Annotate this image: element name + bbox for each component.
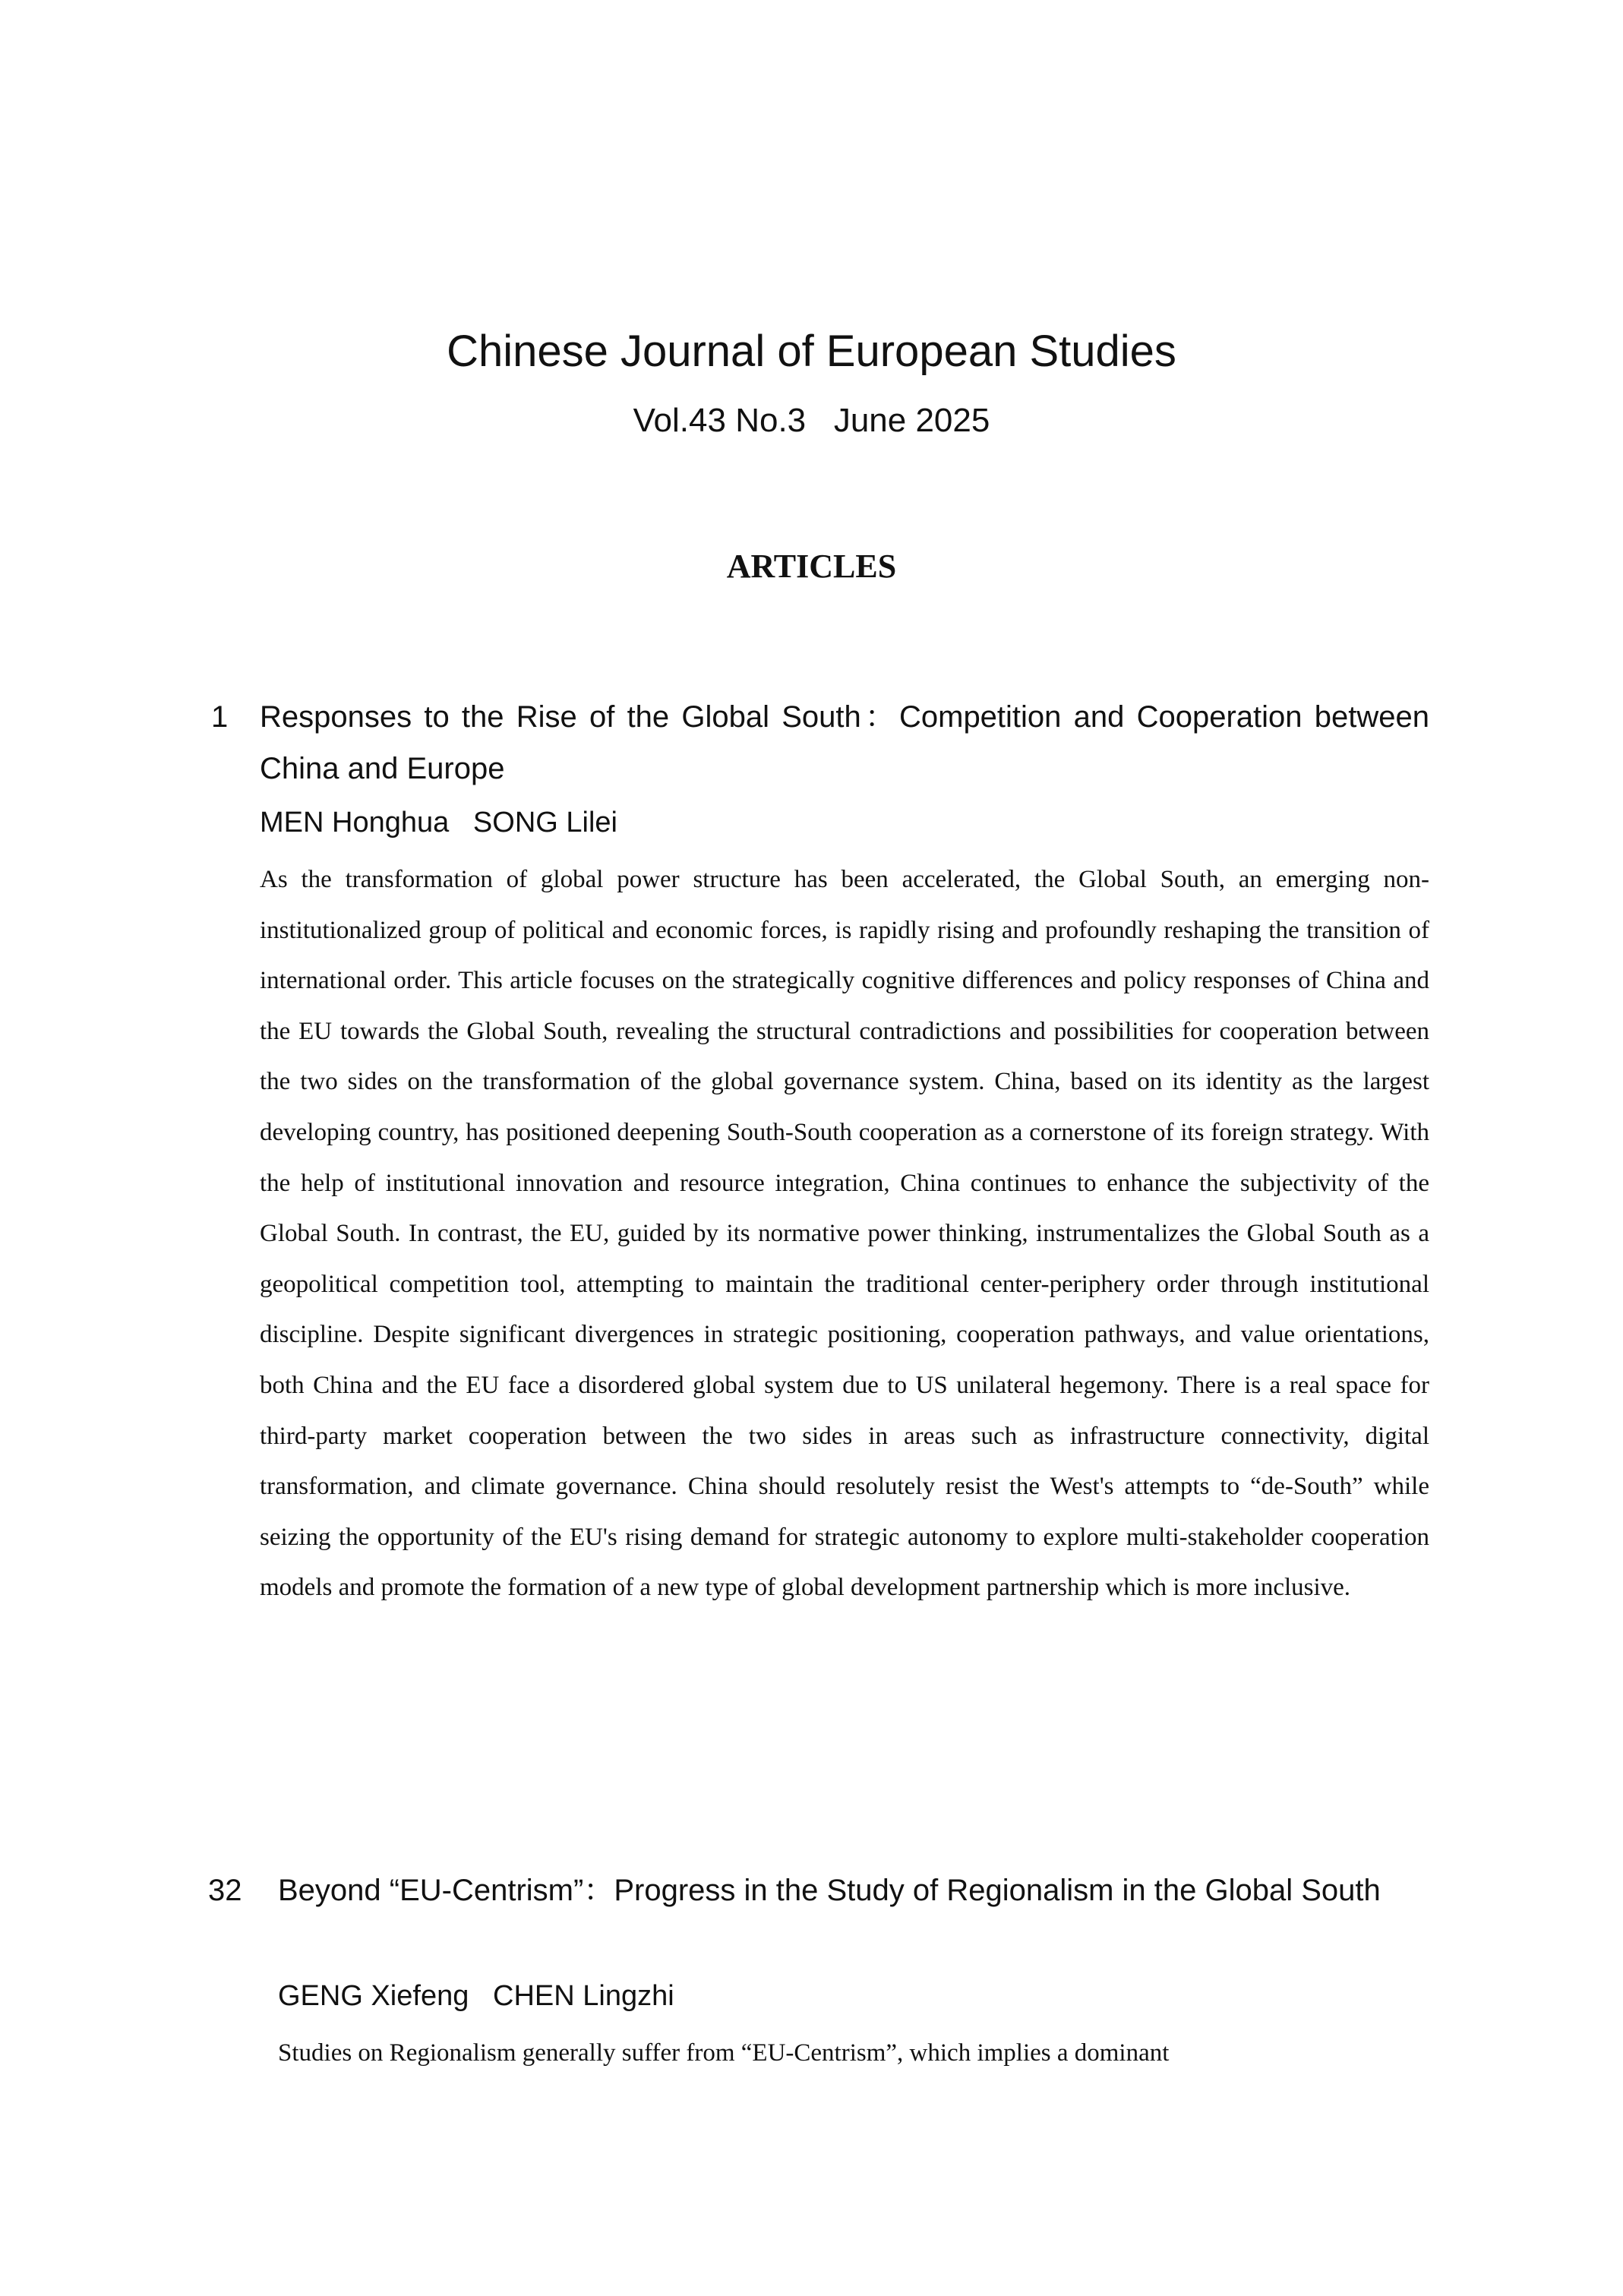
article-page-number: 1 bbox=[211, 700, 229, 734]
issue-info: Vol.43 No.3 June 2025 bbox=[633, 402, 990, 439]
journal-title: Chinese Journal of European Studies bbox=[447, 327, 1176, 376]
article-page-number: 32 bbox=[208, 1874, 242, 1907]
article-title: Beyond “EU-Centrism”：Progress in the Study of Regionalism in the Global South bbox=[278, 1874, 1381, 1907]
article-title: Responses to the Rise of the Global South：Competition and Cooperation between China and Europe bbox=[260, 700, 1429, 785]
article-abstract: As the transformation of global power structure has been accelerated, the Global South, an emerging non-institutionalized group of political and economic forces, is rapidly rising and profoundly reshaping the transition of international order. This article focuses on the strategically cognitive differences and policy responses of China and the EU towards the Global South, revealing the structural contradictions and possibilities for cooperation between the two sides on the transformation of the global governance system. China, based on its identity as the largest developing country, has positioned deepening South-South cooperation as a cornerstone of its foreign strategy. With the help of institutional innovation and resource integration, China continues to enhance the subjectivity of the Global South. In contrast, the EU, guided by its normative power thinking, instrumentalizes the Global South as a geopolitical competition tool, attempting to maintain the traditional center-periphery order through institutional discipline. Despite significant divergences in strategic positioning, cooperation pathways, and value orientations, both China and the EU face a disordered global system due to US unilateral hegemony. There is a real space for third-party market cooperation between the two sides in areas such as infrastructure connectivity, digital transformation, and climate governance. China should resolutely resist the West's attempts to “de-South” while seizing the opportunity of the EU's rising demand for strategic autonomy to explore multi-stakeholder cooperation models and promote the formation of a new type of global development partnership which is more inclusive. bbox=[260, 866, 1429, 1602]
section-heading: ARTICLES bbox=[726, 548, 897, 585]
article-authors: GENG Xiefeng CHEN Lingzhi bbox=[278, 1980, 674, 2012]
article-authors: MEN Honghua SONG Lilei bbox=[260, 807, 617, 838]
article-abstract: Studies on Regionalism generally suffer from “EU-Centrism”, which implies a dominant bbox=[278, 2039, 1170, 2067]
